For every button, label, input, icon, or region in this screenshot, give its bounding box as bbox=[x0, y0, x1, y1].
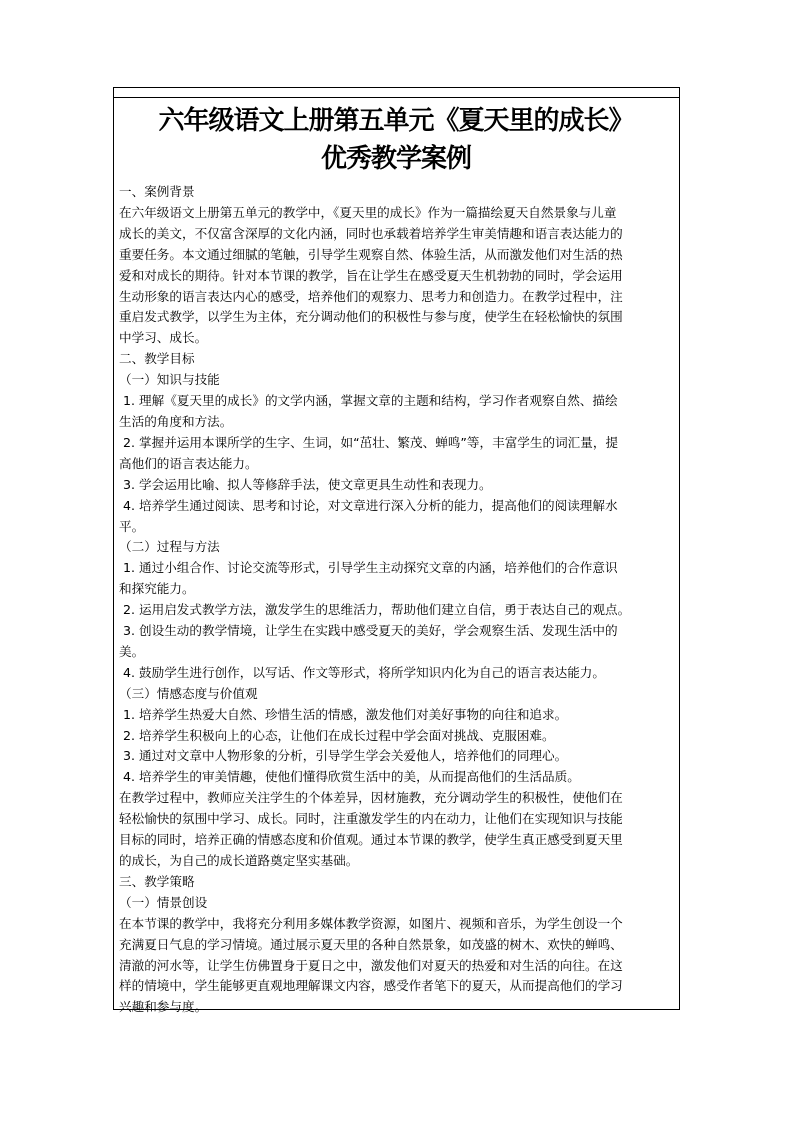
list-item-line: 2. 掌握并运用本课所学的生字、生词，如“茁壮、繁茂、蝉鸣”等，丰富学生的词汇量，提 bbox=[123, 434, 619, 450]
list-item-line: 3. 学会运用比喻、拟人等修辞手法，使文章更具生动性和表现力。 bbox=[123, 476, 492, 492]
subsection-heading: （二）过程与方法 bbox=[119, 539, 220, 555]
title-line: 六年级语文上册第五单元《夏天里的成长》 bbox=[158, 106, 634, 136]
paragraph-line: 充满夏日气息的学习情境。通过展示夏天里的各种自然景象，如茂盛的树木、欢快的蝉鸣、 bbox=[119, 936, 623, 952]
paragraph-line: 的成长，为自己的成长道路奠定坚实基础。 bbox=[119, 853, 359, 868]
paragraph-line: 中学习、成长。 bbox=[119, 330, 208, 346]
list-item-line: 2. 培养学生积极向上的心态，让他们在成长过程中学会面对挑战、克服困难。 bbox=[123, 727, 555, 743]
list-item-line: 1. 通过小组合作、讨论交流等形式，引导学生主动探究文章的内涵，培养他们的合作意识 bbox=[123, 560, 618, 576]
title-line: 优秀教学案例 bbox=[320, 144, 471, 174]
table-header-strip bbox=[114, 88, 679, 98]
subsection-heading: （一）情景创设 bbox=[119, 894, 208, 910]
document-title bbox=[119, 102, 673, 178]
subsection-heading: （三）情感态度与价值观 bbox=[119, 685, 258, 701]
list-item-line: 4. 培养学生通过阅读、思考和讨论，对文章进行深入分析的能力，提高他们的阅读理解水 bbox=[123, 497, 618, 513]
paragraph-line: 成长的美文，不仅富含深厚的文化内涵，同时也承载着培养学生审美情趣和语言表达能力的 bbox=[119, 225, 623, 241]
paragraph-line: 在教学过程中，教师应关注学生的个体差异，因材施教，充分调动学生的积极性，使他们在 bbox=[119, 790, 623, 806]
list-item-line: 高他们的语言表达能力。 bbox=[119, 455, 258, 471]
paragraph-line: 生动形象的语言表达内心的感受，培养他们的观察力、思考力和创造力。在教学过程中，注 bbox=[119, 288, 623, 304]
list-item-line: 美。 bbox=[119, 643, 145, 659]
paragraph-line: 轻松愉快的氛围中学习、成长。同时，注重激发学生的内在动力，让他们在实现知识与技能 bbox=[119, 811, 623, 827]
subsection-heading: （一）知识与技能 bbox=[119, 372, 220, 388]
paragraph-line: 目标的同时，培养正确的情感态度和价值观。通过本节课的教学，使学生真正感受到夏天里 bbox=[119, 832, 623, 848]
section-heading: 一、案例背景 bbox=[119, 184, 195, 199]
list-item-line: 1. 理解《夏天里的成长》的文学内涵，掌握文章的主题和结构，学习作者观察自然、描绘 bbox=[123, 393, 618, 409]
list-item-line: 4. 培养学生的审美情趣，使他们懂得欣赏生活中的美，从而提高他们的生活品质。 bbox=[123, 769, 580, 785]
section-heading: 二、教学目标 bbox=[119, 351, 195, 367]
list-item-line: 平。 bbox=[119, 518, 145, 534]
list-item-line: 3. 创设生动的教学情境，让学生在实践中感受夏天的美好，学会观察生活、发现生活中的 bbox=[123, 623, 618, 639]
paragraph-line: 清澈的河水等，让学生仿佛置身于夏日之中，激发他们对夏天的热爱和对生活的向往。在这 bbox=[119, 957, 623, 973]
list-item-line: 生活的角度和方法。 bbox=[119, 413, 233, 429]
paragraph-line: 爱和对成长的期待。针对本节课的教学，旨在让学生在感受夏天生机勃勃的同时，学会运用 bbox=[119, 267, 623, 283]
list-item-line: 3. 通过对文章中人物形象的分析，引导学生学会关爱他人，培养他们的同理心。 bbox=[123, 748, 568, 764]
paragraph-line: 样的情境中，学生能够更直观地理解课文内容，感受作者笔下的夏天，从而提高他们的学习 bbox=[119, 978, 623, 994]
paragraph-line: 重启发式教学，以学生为主体，充分调动他们的积极性与参与度，使学生在轻松愉快的氛围 bbox=[119, 309, 623, 325]
paragraph-line: 在本节课的教学中，我将充分利用多媒体教学资源，如图片、视频和音乐，为学生创设一个 bbox=[119, 915, 623, 931]
list-item-line: 和探究能力。 bbox=[119, 581, 195, 597]
section-heading: 三、教学策略 bbox=[119, 873, 195, 889]
list-item-line: 2. 运用启发式教学方法，激发学生的思维活力，帮助他们建立自信，勇于表达自己的观点。 bbox=[123, 602, 631, 618]
paragraph-line: 在六年级语文上册第五单元的教学中，《夏天里的成长》作为一篇描绘夏天自然景象与儿童 bbox=[119, 204, 617, 220]
list-item-line: 1. 培养学生热爱大自然、珍惜生活的情感，激发他们对美好事物的向往和追求。 bbox=[123, 706, 568, 722]
list-item-line: 4. 鼓励学生进行创作，以写话、作文等形式，将所学知识内化为自己的语言表达能力。 bbox=[123, 664, 605, 680]
document-body bbox=[114, 98, 679, 1018]
paragraph-line: 兴趣和参与度。 bbox=[119, 999, 208, 1015]
document-table bbox=[113, 87, 680, 1015]
paragraph-line: 重要任务。本文通过细腻的笔触，引导学生观察自然、体验生活，从而激发他们对生活的热 bbox=[119, 246, 623, 262]
